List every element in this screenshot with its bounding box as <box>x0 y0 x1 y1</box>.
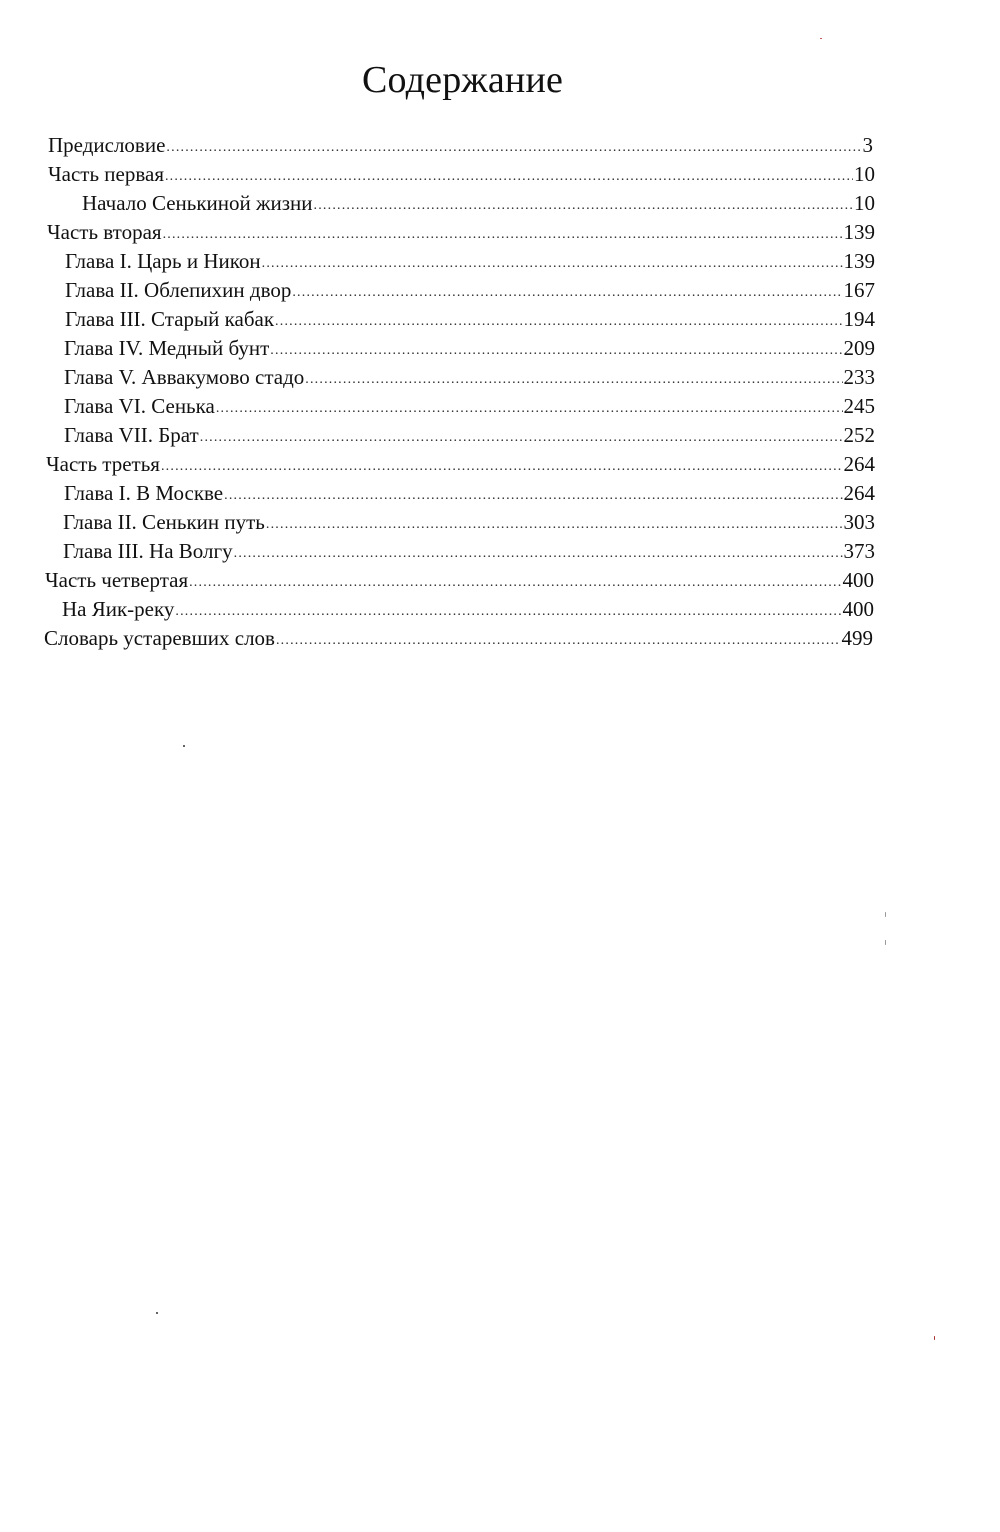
scan-speck <box>885 940 886 945</box>
toc-entry-part-two[interactable] <box>47 218 875 247</box>
toc-entry-p3-chapter-2[interactable] <box>63 508 875 537</box>
dot-leader <box>292 278 842 307</box>
toc-entry-page: 373 <box>843 539 875 563</box>
dot-leader <box>224 481 842 510</box>
toc-entry-part-one[interactable] <box>48 160 875 189</box>
dot-leader <box>270 336 842 365</box>
scan-speck <box>820 38 822 39</box>
toc-entry-page: 400 <box>842 597 874 621</box>
dot-leader <box>275 307 842 336</box>
toc-entry-label: Глава IV. Медный бунт <box>64 336 270 360</box>
toc-entry-page: 264 <box>843 452 875 476</box>
dot-leader <box>189 568 841 597</box>
dot-leader <box>175 597 841 626</box>
toc-entry-page: 10 <box>854 162 875 186</box>
toc-entry-label: Глава III. На Волгу <box>63 539 233 563</box>
toc-entry-label: Часть третья <box>46 452 160 476</box>
toc-entry-page: 209 <box>843 336 875 360</box>
toc-entry-p3-chapter-3[interactable] <box>63 537 875 566</box>
toc-entry-page: 303 <box>843 510 875 534</box>
scan-speck <box>156 1312 158 1314</box>
toc-entry-p2-chapter-1[interactable] <box>65 247 875 276</box>
dot-leader <box>165 162 853 191</box>
toc-entry-label: Часть четвертая <box>45 568 189 592</box>
toc-entry-label: Начало Сенькиной жизни <box>82 191 313 215</box>
dot-leader <box>166 133 861 162</box>
page-title: Содержание <box>361 59 564 101</box>
toc-entry-page: 10 <box>854 191 875 215</box>
toc-entry-part-four[interactable] <box>45 566 874 595</box>
toc-entry-p2-chapter-4[interactable] <box>64 334 875 363</box>
toc-entry-page: 233 <box>843 365 875 389</box>
toc-entry-label: Часть вторая <box>47 220 162 244</box>
toc-entry-p2-chapter-3[interactable] <box>65 305 875 334</box>
dot-leader <box>262 249 843 278</box>
toc-entry-glossary[interactable] <box>44 624 873 653</box>
toc-entry-p2-chapter-5[interactable] <box>64 363 875 392</box>
scan-speck <box>934 1336 935 1340</box>
dot-leader <box>276 626 841 655</box>
toc-entry-p2-chapter-6[interactable] <box>64 392 875 421</box>
toc-entry-label: Словарь устаревших слов <box>44 626 275 650</box>
toc-entry-label: Глава VII. Брат <box>64 423 199 447</box>
toc-entry-page: 139 <box>843 249 875 273</box>
toc-entry-page: 400 <box>842 568 874 592</box>
toc-entry-label: Глава I. Царь и Никон <box>65 249 261 273</box>
toc-entry-senka-life-beginning[interactable] <box>82 189 875 218</box>
dot-leader <box>305 365 842 394</box>
toc-entry-label: Глава II. Облепихин двор <box>65 278 292 302</box>
toc-entry-page: 167 <box>843 278 875 302</box>
toc-entry-p3-chapter-1[interactable] <box>64 479 875 508</box>
toc-entry-page: 245 <box>843 394 875 418</box>
toc-entry-p2-chapter-7[interactable] <box>64 421 875 450</box>
toc-entry-page: 499 <box>841 626 873 650</box>
dot-leader <box>200 423 843 452</box>
toc-entry-label: На Яик-реку <box>62 597 175 621</box>
toc-entry-label: Глава VI. Сенька <box>64 394 215 418</box>
toc-entry-label: Предисловие <box>48 133 166 157</box>
toc-entry-p2-chapter-2[interactable] <box>65 276 875 305</box>
toc-entry-part-three[interactable] <box>46 450 875 479</box>
dot-leader <box>266 510 843 539</box>
dot-leader <box>314 191 853 220</box>
dot-leader <box>234 539 843 568</box>
toc-entry-page: 139 <box>843 220 875 244</box>
toc-entry-page: 252 <box>843 423 875 447</box>
toc-entry-yaik-river[interactable] <box>62 595 874 624</box>
toc-entry-label: Глава III. Старый кабак <box>65 307 275 331</box>
dot-leader <box>161 452 843 481</box>
toc-entry-label: Глава I. В Москве <box>64 481 224 505</box>
toc-entry-page: 264 <box>843 481 875 505</box>
scan-speck <box>183 745 185 747</box>
scan-speck <box>885 912 886 917</box>
toc-entry-label: Часть первая <box>48 162 164 186</box>
toc-entry-label: Глава II. Сенькин путь <box>63 510 265 534</box>
toc-entry-preface[interactable] <box>48 131 873 160</box>
toc-entry-page: 3 <box>862 133 873 157</box>
toc-entry-label: Глава V. Аввакумово стадо <box>64 365 305 389</box>
toc-entry-page: 194 <box>843 307 875 331</box>
dot-leader <box>216 394 843 423</box>
dot-leader <box>163 220 843 249</box>
